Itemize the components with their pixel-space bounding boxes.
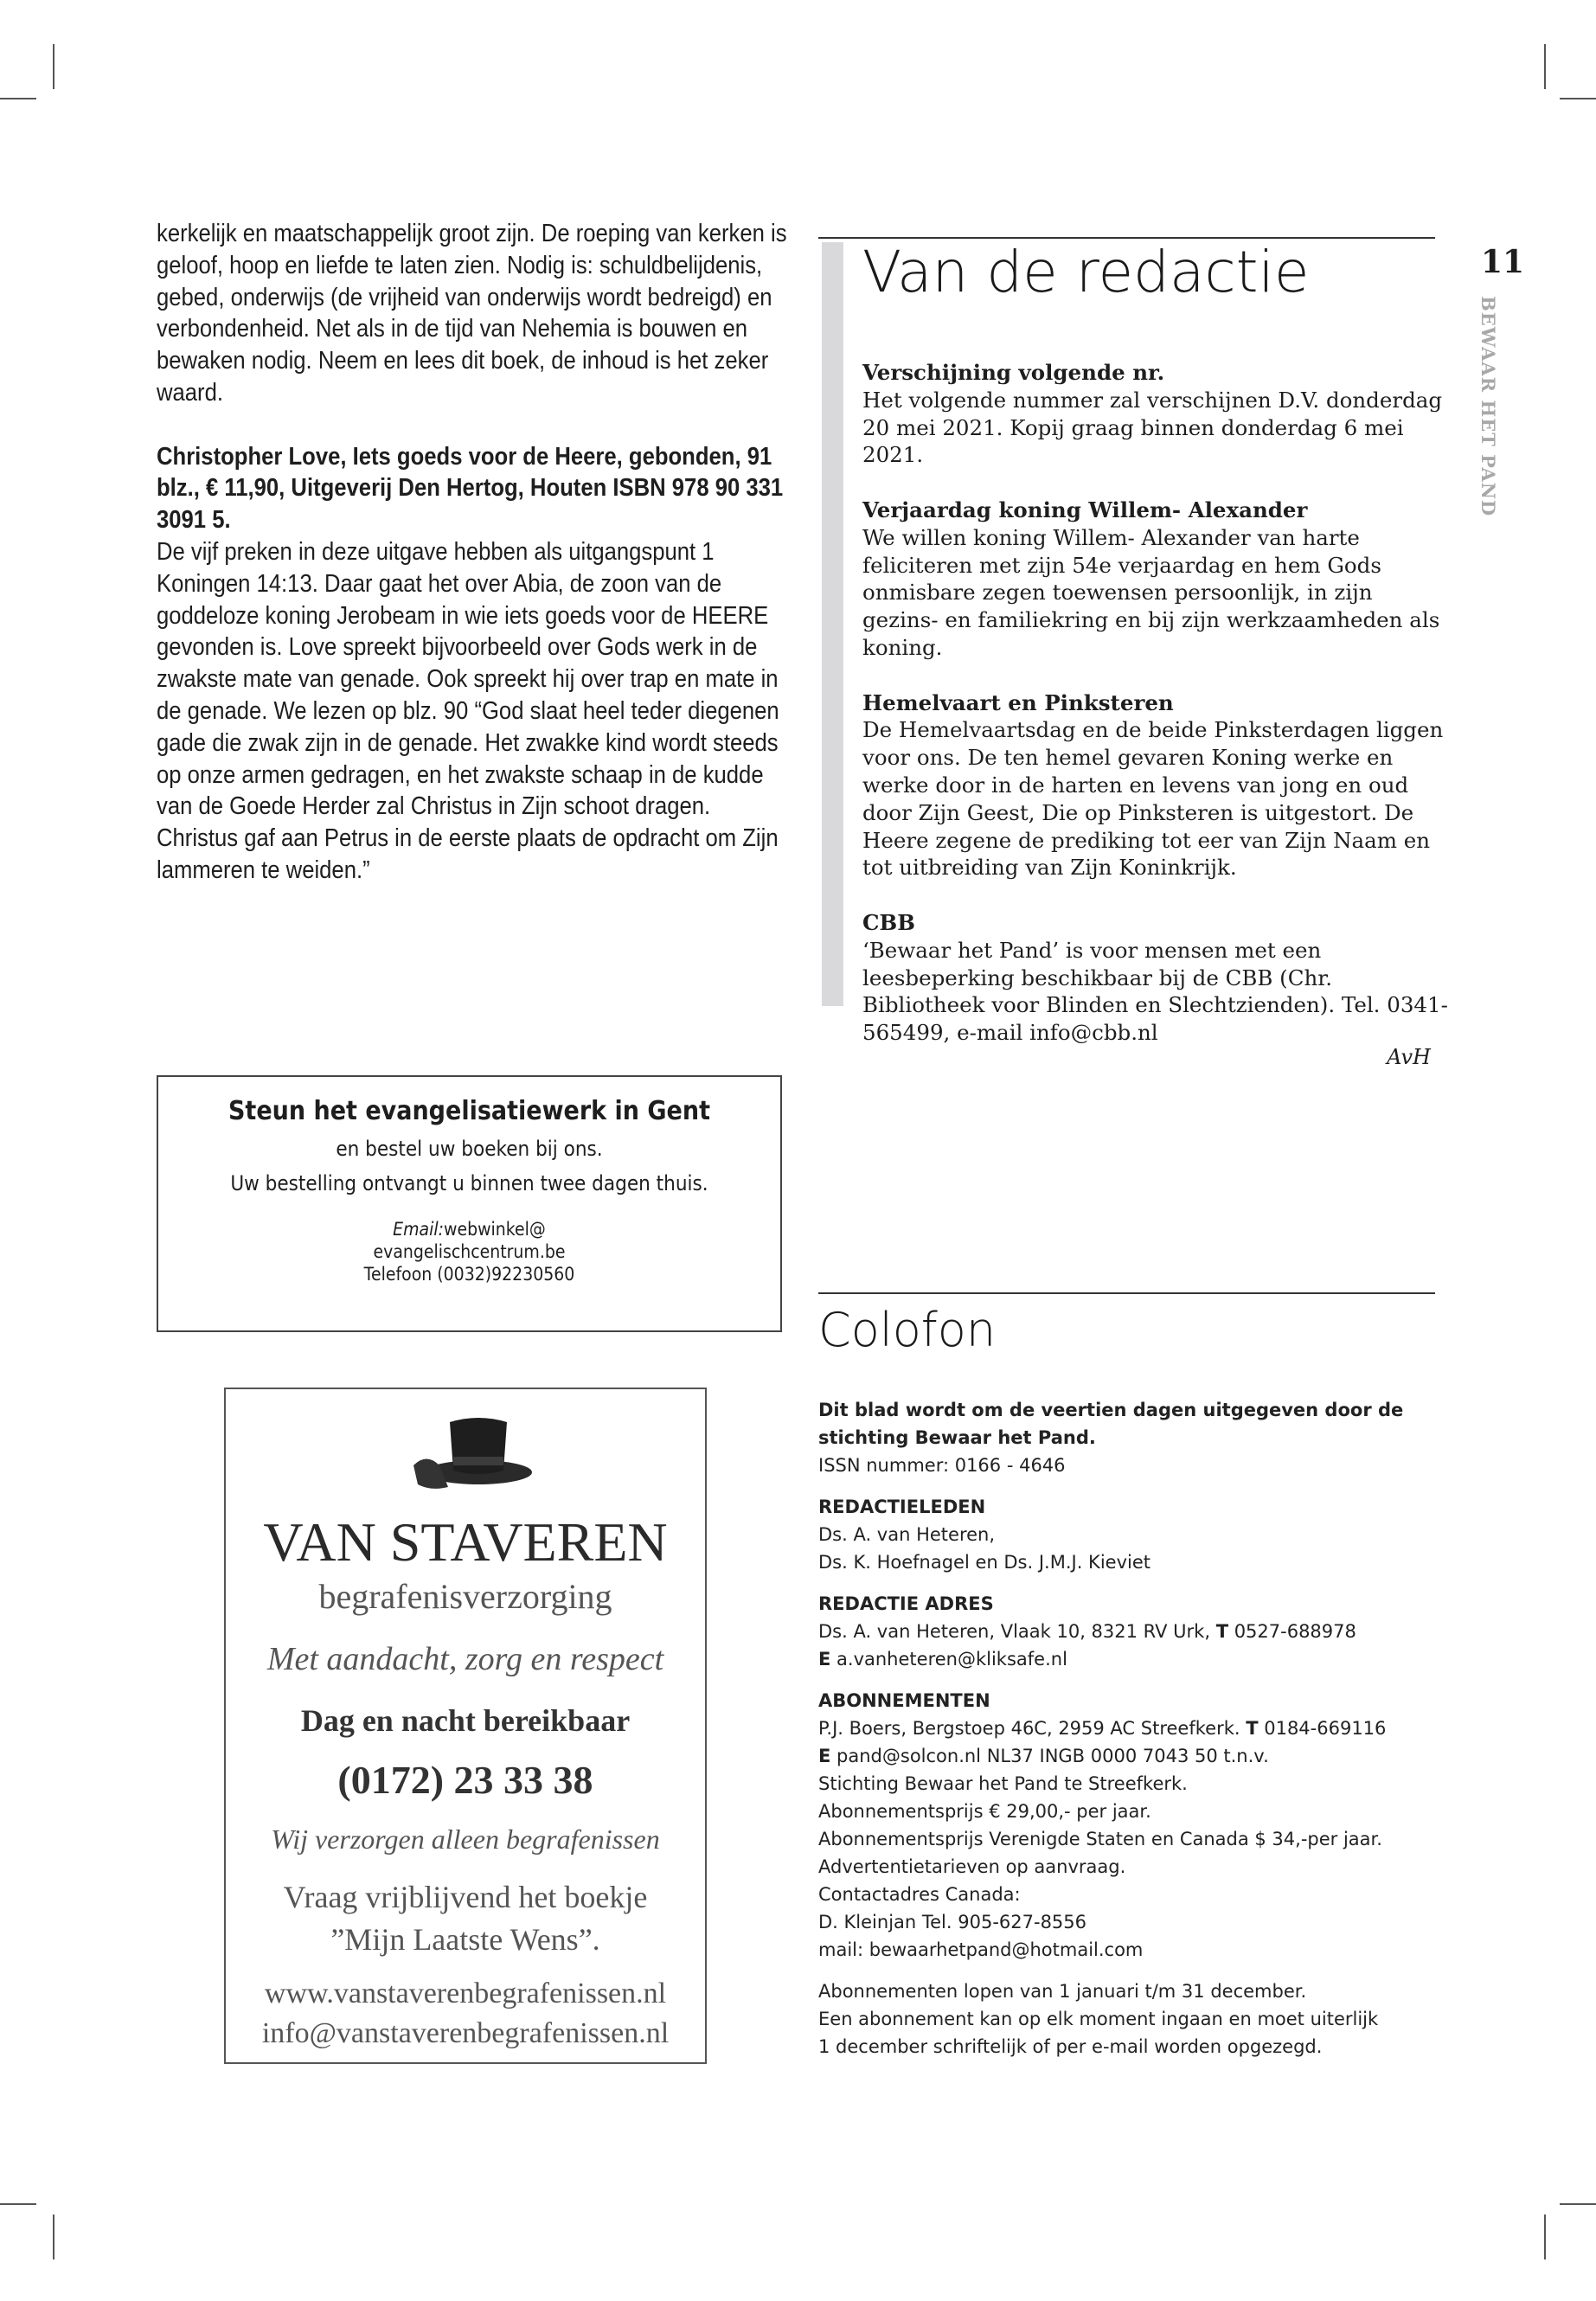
colofon-line: Abonnementsprijs € 29,00,- per jaar. — [818, 1801, 1151, 1822]
ad-evangelisatie-gent — [157, 1075, 782, 1332]
email-label: E — [818, 1746, 831, 1766]
review-paragraph: kerkelijk en maatschappelijk groot zijn. De roeping van kerken is geloof, hoop en liefde te laten zien. Nodig is: schuldbelijdenis, gebed, onderwijs (de vrijheid van onderwijs wordt bedreigd) en verbondenheid. Net als in de tijd van Nehemia is bouwen en bewaken nodig. Neem en lees dit boek, de inhoud is het zeker waard. — [157, 220, 787, 407]
ad-heading: Steun het evangelisatiewerk in Gent — [228, 1096, 711, 1126]
crop-mark — [0, 98, 36, 99]
crop-mark — [1544, 2214, 1546, 2259]
colofon-line: Advertentietarieven op aanvraag. — [818, 1856, 1126, 1877]
email-label: E — [818, 1649, 831, 1670]
crop-mark — [53, 44, 54, 89]
review-paragraph: De vijf preken in deze uitgave hebben als uitgangspunt 1 Koningen 14:13. Daar gaat het over Abia, de zoon van de goddeloze koning Jerobeam in wie iets goeds voor de HEERE gevonden is. Love spreekt bijvoorbeeld over Gods werk in de zwakste mate van genade. Ook spreekt hij over trap en mate in de genade. We lezen op blz. 90 “God slaat heel teder diegenen gade die zwak zijn in de genade. Het zwakke kind wordt steeds op onze armen gedragen, en het zwakste schaap in de kudde van de Goede Herder zal Christus in Zijn schoot dragen. Christus gaf aan Petrus in de eerste plaats de opdracht om Zijn lammeren te weiden.” — [157, 537, 779, 884]
phone-label: T — [1246, 1718, 1259, 1739]
section-body: Het volgende nummer zal verschijnen D.V. donderdag 20 mei 2021. Kopij graag binnen donderdag 6 mei 2021. — [862, 387, 1443, 468]
crop-mark — [1560, 2203, 1596, 2205]
colofon-line — [818, 1742, 1458, 1770]
colofon-line: Een abonnement kan op elk moment ingaan en moet uiterlijk — [818, 2009, 1379, 2029]
address: P.J. Boers, Bergstoep 46C, 2959 AC Streefkerk. — [818, 1718, 1247, 1739]
colofon-line: Ds. K. Hoefnagel en Ds. J.M.J. Kieviet — [818, 1552, 1151, 1573]
colofon-body — [818, 1396, 1458, 2074]
colofon-title: Colofon — [818, 1303, 997, 1357]
booklet-title: ”Mijn Laatste Wens”. — [330, 1922, 600, 1957]
email-link[interactable]: info@vanstaverenbegrafenissen.nl — [261, 2017, 670, 2049]
ad-van-staveren — [224, 1388, 707, 2064]
book-review-column — [157, 218, 797, 919]
company-subtitle: begrafenisverzorging — [318, 1577, 612, 1616]
tagline: Met aandacht, zorg en respect — [266, 1641, 664, 1677]
email: pand@solcon.nl NL37 INGB 0000 7043 50 t.n.v. — [830, 1746, 1269, 1766]
colofon-line: Abonnementen lopen van 1 januari t/m 31 december. — [818, 1981, 1307, 2002]
booklet-line: Vraag vrijblijvend het boekje — [283, 1880, 648, 1914]
ad-email — [189, 1218, 749, 1240]
ad-line: Uw bestelling ontvangt u binnen twee dagen thuis. — [230, 1171, 708, 1195]
section-heading: Hemelvaart en Pinksteren — [862, 689, 1174, 715]
running-head: BEWAAR HET PAND — [1477, 296, 1499, 517]
issn: ISSN nummer: 0166 - 4646 — [818, 1455, 1066, 1476]
phone: 0184-669116 — [1258, 1718, 1387, 1739]
email-part: webwinkel@ — [443, 1219, 546, 1240]
page-number: 11 — [1481, 244, 1525, 280]
redactie-body — [862, 359, 1451, 1047]
section-heading: Verjaardag koning Willem- Alexander — [862, 497, 1308, 522]
crop-mark — [1560, 98, 1596, 99]
note: Wij verzorgen alleen begrafenissen — [271, 1823, 660, 1855]
colofon-line — [818, 1618, 1458, 1645]
email-domain: evangelischcentrum.be — [373, 1241, 566, 1262]
colofon-line: Stichting Bewaar het Pand te Streefkerk. — [818, 1773, 1188, 1794]
colofon-line: Contactadres Canada: — [818, 1884, 1021, 1905]
section-heading: Verschijning volgende nr. — [862, 360, 1165, 385]
colofon-line: D. Kleinjan Tel. 905-627-8556 — [818, 1912, 1087, 1932]
colofon-intro: Dit blad wordt om de veertien dagen uitgegeven door de stichting Bewaar het Pand. — [818, 1400, 1404, 1448]
phone-label: T — [1215, 1621, 1229, 1642]
email[interactable]: a.vanheteren@kliksafe.nl — [830, 1649, 1067, 1670]
redactie-title: Van de redactie — [862, 239, 1310, 305]
ad-line: en bestel uw boeken bij ons. — [336, 1137, 603, 1161]
section-heading: CBB — [862, 909, 915, 935]
availability: Dag en nacht bereikbaar — [300, 1703, 631, 1738]
section-body: De Hemelvaartsdag en de beide Pinksterdagen liggen voor ons. De ten hemel gevaren Koning werke en werke door in de harten en levens van jong en oud door Zijn Geest, Die op Pinksteren is uitgestort. De Heere zegene de prediking tot eer van Zijn Naam en tot uitbreiding van Zijn Koninkrijk. — [862, 717, 1444, 881]
company-name: VAN STAVEREN — [263, 1511, 668, 1573]
top-hat-icon — [226, 1405, 705, 1500]
crop-mark — [1544, 44, 1546, 89]
section-sidebar-bar — [822, 242, 843, 1006]
signature: AvH — [1387, 1045, 1431, 1069]
email-label: Email: — [393, 1219, 444, 1240]
colofon-heading: REDACTIE ADRES — [818, 1593, 994, 1614]
section-body: We willen koning Willem- Alexander van harte feliciteren met zijn 54e verjaardag en hem Gods onmisbare zegen toewensen persoonlijk, in zijn gezins- en familiekring en bij zijn werkzaamheden als koning. — [862, 524, 1440, 660]
ad-phone: Telefoon (0032)92230560 — [363, 1264, 575, 1285]
colofon-heading: REDACTIELEDEN — [818, 1497, 986, 1517]
phone: 0527-688978 — [1228, 1621, 1356, 1642]
colofon-line — [818, 1645, 1458, 1673]
colofon-line — [818, 1715, 1458, 1742]
crop-mark — [0, 2203, 36, 2205]
colofon-heading: ABONNEMENTEN — [818, 1690, 990, 1711]
section-rule — [818, 1292, 1435, 1294]
section-body: ‘Bewaar het Pand’ is voor mensen met een leesbeperking beschikbaar bij de CBB (Chr. Bibliotheek voor Blinden en Slechtzienden). Tel. 0341- 565499, e-mail info@cbb.nl — [862, 937, 1448, 1046]
colofon-line: Ds. A. van Heteren, — [818, 1524, 996, 1545]
colofon-line: mail: bewaarhetpand@hotmail.com — [818, 1939, 1144, 1960]
book-info: Christopher Love, Iets goeds voor de Heere, gebonden, 91 blz., € 11,90, Uitgeverij Den Hertog, Houten ISBN 978 90 331 3091 5. — [157, 442, 784, 535]
address: Ds. A. van Heteren, Vlaak 10, 8321 RV Urk, — [818, 1621, 1216, 1642]
website-link[interactable]: www.vanstaverenbegrafenissen.nl — [264, 1977, 667, 2009]
colofon-line: 1 december schriftelijk of per e-mail worden opgezegd. — [818, 2036, 1323, 2057]
phone-number: (0172) 23 33 38 — [337, 1758, 593, 1802]
crop-mark — [53, 2214, 54, 2259]
colofon-line: Abonnementsprijs Verenigde Staten en Canada $ 34,-per jaar. — [818, 1829, 1382, 1849]
